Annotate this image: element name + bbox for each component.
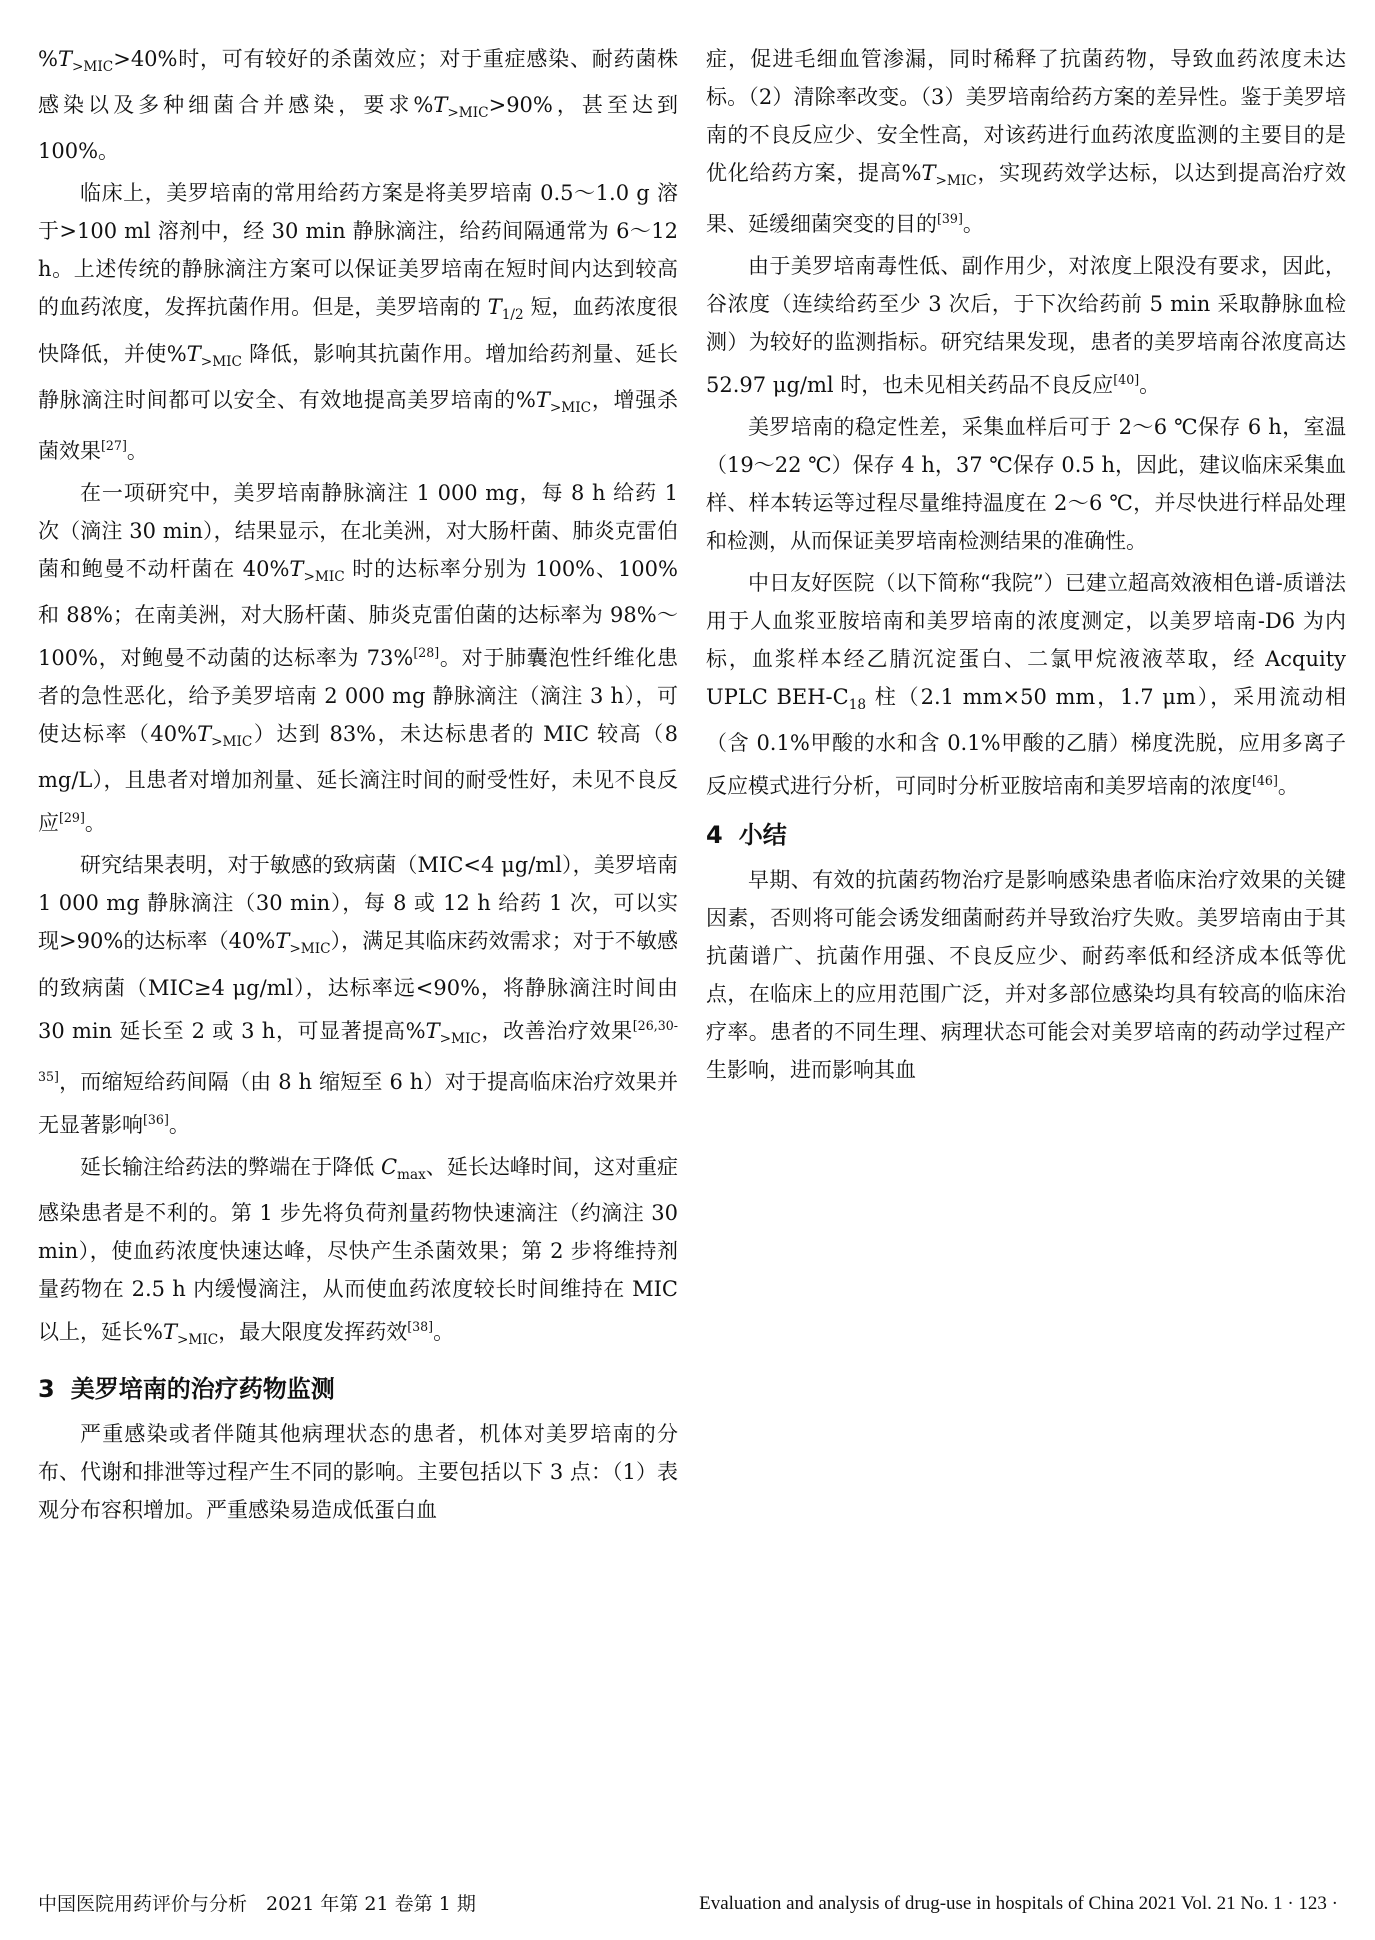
left-column (38, 40, 678, 1533)
section-number: 3 (38, 1375, 55, 1404)
paragraph: 中日友好医院（以下简称“我院”）已建立超高效液相色谱-质谱法用于人血浆亚胺培南和美罗培南的浓度测定，以美罗培南-D6 为内标，血浆样本经乙腈沉淀蛋白、二氯甲烷液液萃取，经 Acquity UPLC BEH-$C_{18}$ 柱（2.1 mm×50 mm，1.7 μm），采用流动相（含 0.1%甲酸的水和含 0.1%甲酸的乙腈）梯度洗脱，应用多离子反应模式进行分析，可同时分析亚胺培南和美罗培南的浓度[46]。 (706, 571, 1346, 799)
paragraph: 早期、有效的抗菌药物治疗是影响感染患者临床治疗效果的关键因素，否则将可能会诱发细菌耐药并导致治疗失败。美罗培南由于其抗菌谱广、抗菌作用强、不良反应少、耐药率低和经济成本低等优点，在临床上的应用范围广泛，并对多部位感染均具有较高的临床治疗率。患者的不同生理、病理状态可能会对美罗培南的药动学过程产生影响，进而影响其血 (706, 868, 1346, 1083)
journal-info-cn: 中国医院用药评价与分析 2021 年第 21 卷第 1 期 (38, 1893, 476, 1915)
paragraph: 在一项研究中，美罗培南静脉滴注 1 000 mg，每 8 h 给药 1 次（滴注 30 min），结果显示，在北美洲，对大肠杆菌、肺炎克雷伯菌和鲍曼不动杆菌在 $40\%T_{>MIC}$ 时的达标率分别为 100%、100%和 88%；在南美洲，对大肠杆菌、肺炎克雷伯菌的达标率为 98%～100%，对鲍曼不动菌的达标率为 73%[28]。对于肺囊泡性纤维化患者的急性恶化，给予美罗培南 2 000 mg 静脉滴注（滴注 3 h），可使达标率$(40\%T_{>MIC})$达到 83%，未达标患者的 MIC 较高（8 mg/L），且患者对增加剂量、延长滴注时间的耐受性好，未见不良反应[29]。 (38, 480, 678, 836)
journal-info-en: Evaluation and analysis of drug-use in hospitals of China 2021 Vol. 21 No. 1 · 123 · (699, 1893, 1338, 1914)
section-heading-3 (38, 1369, 678, 1409)
paragraph: 由于美罗培南毒性低、副作用少，对浓度上限没有要求，因此，谷浓度（连续给药至少 3 次后，于下次给药前 5 min 采取静脉血检测）为较好的监测指标。研究结果发现，患者的美罗培南谷浓度高达 52.97 μg/ml 时，也未见相关药品不良反应[40]。 (706, 254, 1346, 398)
section-number: 4 (706, 821, 723, 850)
section-heading-4 (706, 815, 1346, 855)
section-title: 小结 (738, 821, 787, 850)
paragraph: 症，促进毛细血管渗漏，同时稀释了抗菌药物，导致血药浓度未达标。（2）清除率改变。（3）美罗培南给药方案的差异性。鉴于美罗培南的不良反应少、安全性高，对该药进行血药浓度监测的主要目的是优化给药方案，提高$\%T_{>MIC}$，实现药效学达标，以达到提高治疗效果、延缓细菌突变的目的[39]。 (706, 47, 1346, 237)
paragraph: 研究结果表明，对于敏感的致病菌（MIC<4 μg/ml），美罗培南 1 000 mg 静脉滴注（30 min），每 8 或 12 h 给药 1 次，可以实现>90%的达标率$(40\%T_{>MIC})$，满足其临床药效需求；对于不敏感的致病菌（MIC≥4 μg/ml），达标率远<90%，将静脉滴注时间由 30 min 延长至 2 或 3 h，可显著提高$\%T_{>MIC}$，改善治疗效果[26,30-35]，而缩短给药间隔（由 8 h 缩短至 6 h）对于提高临床治疗效果并无显著影响[36]。 (38, 853, 678, 1137)
paragraph: 临床上，美罗培南的常用给药方案是将美罗培南 0.5～1.0 g 溶于>100 ml 溶剂中，经 30 min 静脉滴注，给药间隔通常为 6～12 h。上述传统的静脉滴注方案可以保证美罗培南在短时间内达到较高的血药浓度，发挥抗菌作用。但是，美罗培南的 $T_{1/2}$ 短，血药浓度很快降低，并使$\%T_{>MIC}$ 降低，影响其抗菌作用。增加给药剂量、延长静脉滴注时间都可以安全、有效地提高美罗培南的$\%T_{>MIC}$，增强杀菌效果[27]。 (38, 181, 679, 463)
paragraph: 延长输注给药法的弊端在于降低 $C_{max}$、延长达峰时间，这对重症感染患者是不利的。第 1 步先将负荷剂量药物快速滴注（约滴注 30 min），使血药浓度快速达峰，尽快产生杀菌效果；第 2 步将维持剂量药物在 2.5 h 内缓慢滴注，从而使血药浓度较长时间维持在 MIC 以上，延长$\%T_{>MIC}$，最大限度发挥药效[38]。 (38, 1154, 678, 1349)
paragraph: 美罗培南的稳定性差，采集血样后可于 2～6 ℃保存 6 h，室温（19～22 ℃）保存 4 h，37 ℃保存 0.5 h，因此，建议临床采集血样、样本转运等过程尽量维持温度在 2～6 ℃，并尽快进行样品处理和检测，从而保证美罗培南检测结果的准确性。 (706, 415, 1347, 554)
paragraph: 严重感染或者伴随其他病理状态的患者，机体对美罗培南的分布、代谢和排泄等过程产生不同的影响。主要包括以下 3 点：（1）表观分布容积增加。严重感染易造成低蛋白血 (38, 1422, 678, 1523)
section-title: 美罗培南的治疗药物监测 (70, 1375, 335, 1404)
right-column (706, 40, 1346, 1093)
paragraph: $\%T_{>MIC}>40\%$时，可有较好的杀菌效应；对于重症感染、耐药菌株感染以及多种细菌合并感染，要求$\%T_{>MIC}>90\%$，甚至达到 100%。 (38, 47, 678, 164)
